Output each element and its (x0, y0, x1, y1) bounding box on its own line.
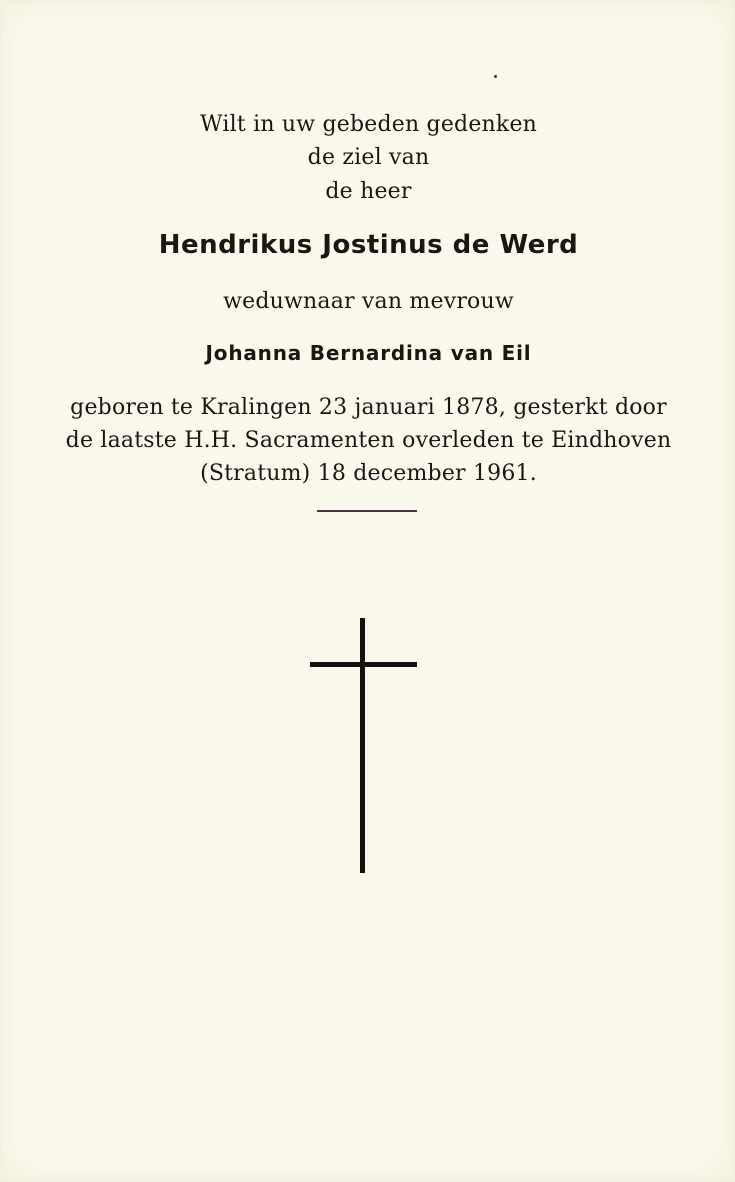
cross-vertical-bar (360, 618, 365, 873)
intro-line-1: Wilt in uw gebeden gedenken (199, 112, 538, 137)
relation-line: weduwnaar van mevrouw (223, 289, 514, 314)
cross-horizontal-bar (310, 662, 417, 667)
spouse-name: Johanna Bernardina van Eil (205, 341, 532, 365)
details-line-2: de laatste H.H. Sacramenten overleden te Eindhoven (65, 428, 672, 453)
intro-line-2: de ziel van (307, 145, 430, 170)
details-line-1: geboren te Kralingen 23 januari 1878, gesterkt door (70, 395, 667, 420)
divider-rule (317, 510, 417, 512)
ink-speck (494, 75, 497, 78)
deceased-name: Hendrikus Jostinus de Werd (158, 230, 579, 260)
intro-line-3: de heer (325, 179, 412, 204)
details-line-3: (Stratum) 18 december 1961. (200, 461, 537, 486)
